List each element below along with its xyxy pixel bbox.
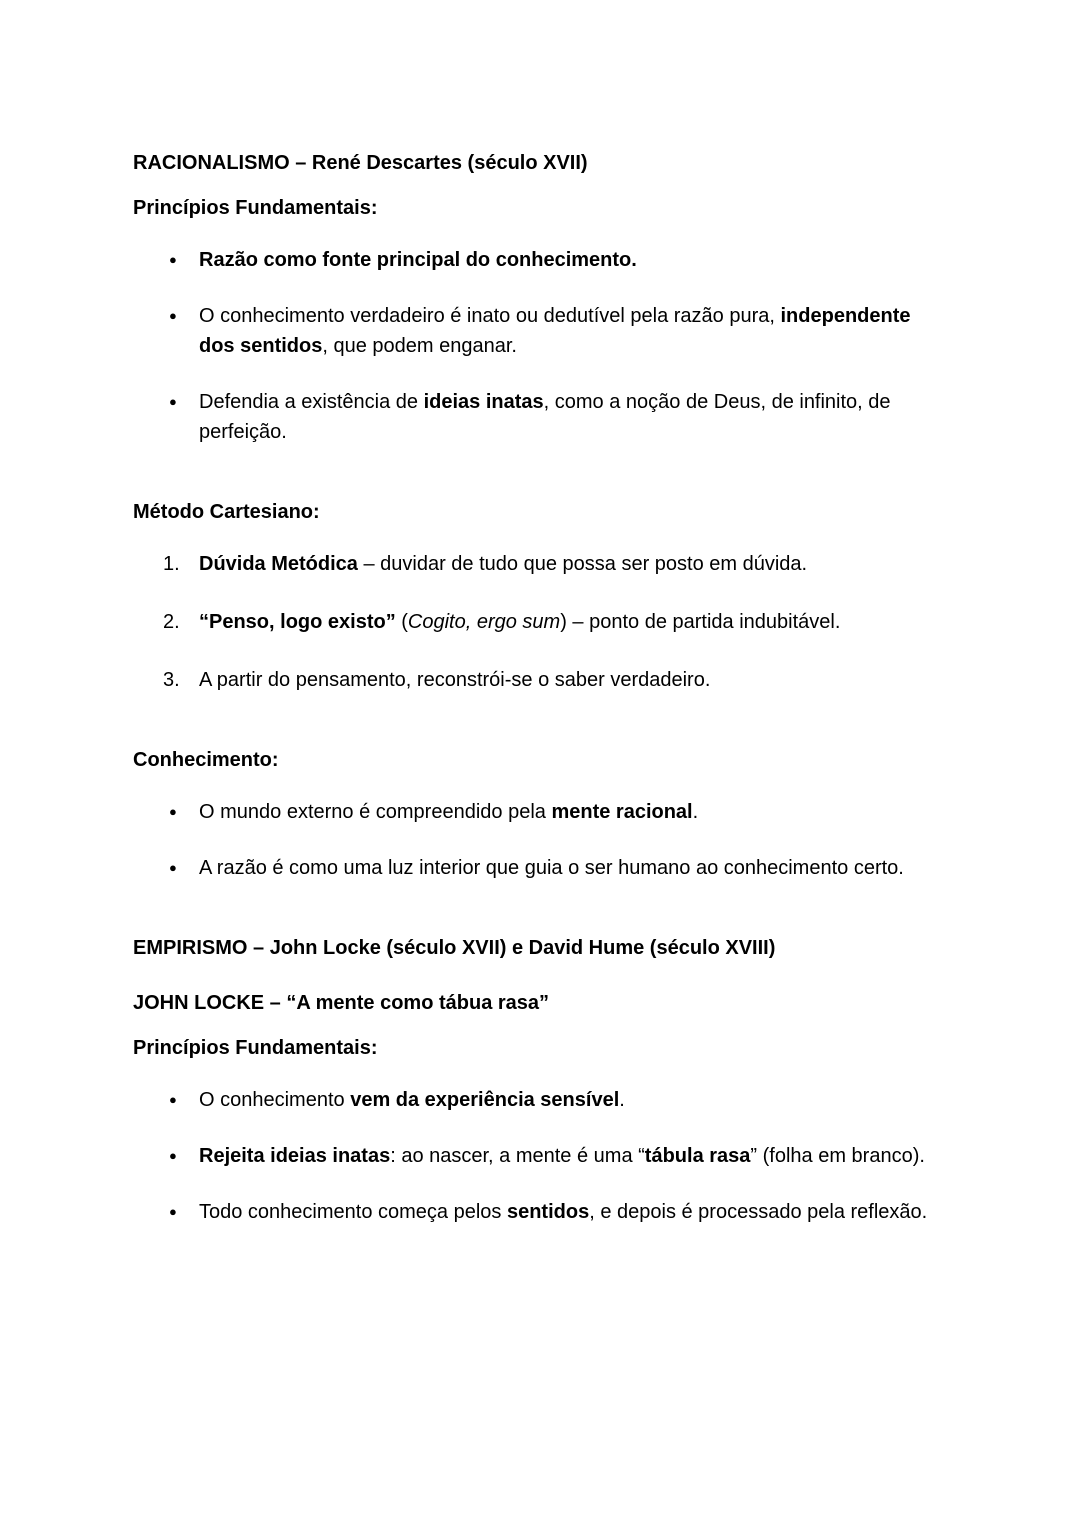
bullet-icon: ● bbox=[169, 1204, 177, 1219]
list-item-text bbox=[199, 305, 911, 357]
list-item bbox=[133, 1197, 947, 1227]
text-run: Cogito, ergo sum bbox=[407, 611, 561, 633]
text-run: Todo conhecimento começa pelos bbox=[199, 1201, 507, 1223]
text-run: ) – ponto de partida indubitável. bbox=[560, 611, 841, 633]
text-run: Razão como fonte principal do conhecimento. bbox=[199, 249, 637, 271]
list-item-text bbox=[199, 1145, 925, 1167]
text-run: O conhecimento bbox=[199, 1089, 351, 1111]
list-item-text bbox=[199, 249, 637, 271]
text-run: : ao nascer, a mente é uma “ bbox=[390, 1145, 645, 1167]
list-item bbox=[133, 797, 947, 827]
list-item-text bbox=[199, 553, 807, 575]
empiricism-principles-list bbox=[133, 1085, 947, 1227]
heading-john-locke: JOHN LOCKE – “A mente como tábua rasa” bbox=[133, 992, 550, 1014]
text-run: mente racional bbox=[551, 801, 693, 823]
text-run: vem da experiência sensível bbox=[350, 1089, 620, 1111]
list-item bbox=[133, 245, 947, 275]
list-item-text bbox=[199, 1201, 927, 1223]
heading-metodo-cartesiano: Método Cartesiano: bbox=[133, 501, 320, 523]
list-item bbox=[133, 549, 947, 579]
text-run: . bbox=[619, 1089, 625, 1111]
list-item bbox=[133, 607, 947, 637]
list-number: 1. bbox=[163, 553, 180, 575]
bullet-icon: ● bbox=[169, 308, 177, 323]
bullet-icon: ● bbox=[169, 1092, 177, 1107]
bullet-icon: ● bbox=[169, 1148, 177, 1163]
text-run: ” (folha em branco). bbox=[750, 1145, 925, 1167]
list-item-text bbox=[199, 611, 840, 633]
text-run: , e depois é processado pela reflexão. bbox=[589, 1201, 928, 1223]
cartesian-method-list bbox=[133, 549, 947, 695]
text-run: , que podem enganar. bbox=[322, 335, 517, 357]
rationalism-principles-list bbox=[133, 245, 947, 447]
list-item bbox=[133, 1141, 947, 1171]
bullet-icon: ● bbox=[169, 804, 177, 819]
list-item-text bbox=[199, 391, 891, 443]
list-item-text bbox=[199, 801, 698, 823]
text-run: “Penso, logo existo” bbox=[199, 611, 396, 633]
list-item bbox=[133, 853, 947, 883]
text-run: A razão é como uma luz interior que guia o ser humano ao conhecimento certo. bbox=[199, 857, 904, 879]
bullet-icon: ● bbox=[169, 860, 177, 875]
heading-principios-fundamentais: Princípios Fundamentais: bbox=[133, 197, 378, 219]
heading-conhecimento: Conhecimento: bbox=[133, 749, 279, 771]
text-run: , como a noção de Deus, de infinito, de perfeição. bbox=[199, 391, 891, 443]
heading-principios-fundamentais-2: Princípios Fundamentais: bbox=[133, 1037, 378, 1059]
list-item-text bbox=[199, 669, 710, 691]
bullet-icon: ● bbox=[169, 252, 177, 267]
list-item bbox=[133, 387, 947, 447]
section-title-empiricism: EMPIRISMO – John Locke (século XVII) e David Hume (século XVIII) bbox=[133, 937, 776, 959]
text-run: tábula rasa bbox=[644, 1145, 751, 1167]
text-run: O mundo externo é compreendido pela bbox=[199, 801, 552, 823]
text-run: O conhecimento verdadeiro é inato ou dedutível pela razão pura, bbox=[199, 305, 781, 327]
text-run: . bbox=[692, 801, 699, 823]
text-run: ( bbox=[395, 611, 408, 633]
text-run: independente dos sentidos bbox=[199, 305, 911, 357]
list-number: 3. bbox=[163, 669, 180, 691]
knowledge-list bbox=[133, 797, 947, 883]
text-run: – duvidar de tudo que possa ser posto em dúvida. bbox=[357, 553, 808, 575]
text-run: A partir do pensamento, reconstrói-se o saber verdadeiro. bbox=[199, 669, 711, 691]
list-item bbox=[133, 1085, 947, 1115]
list-item bbox=[133, 301, 947, 361]
text-run: Defendia a existência de bbox=[199, 391, 424, 413]
section-title-rationalism: RACIONALISMO – René Descartes (século XVII) bbox=[133, 152, 588, 174]
list-number: 2. bbox=[163, 611, 180, 633]
bullet-icon: ● bbox=[169, 394, 177, 409]
list-item-text bbox=[199, 857, 904, 879]
list-item-text bbox=[199, 1089, 625, 1111]
text-run: Dúvida Metódica bbox=[199, 553, 358, 575]
text-run: ideias inatas bbox=[423, 391, 544, 413]
text-run: sentidos bbox=[506, 1201, 590, 1223]
list-item bbox=[133, 665, 947, 695]
text-run: Rejeita ideias inatas bbox=[199, 1145, 391, 1167]
